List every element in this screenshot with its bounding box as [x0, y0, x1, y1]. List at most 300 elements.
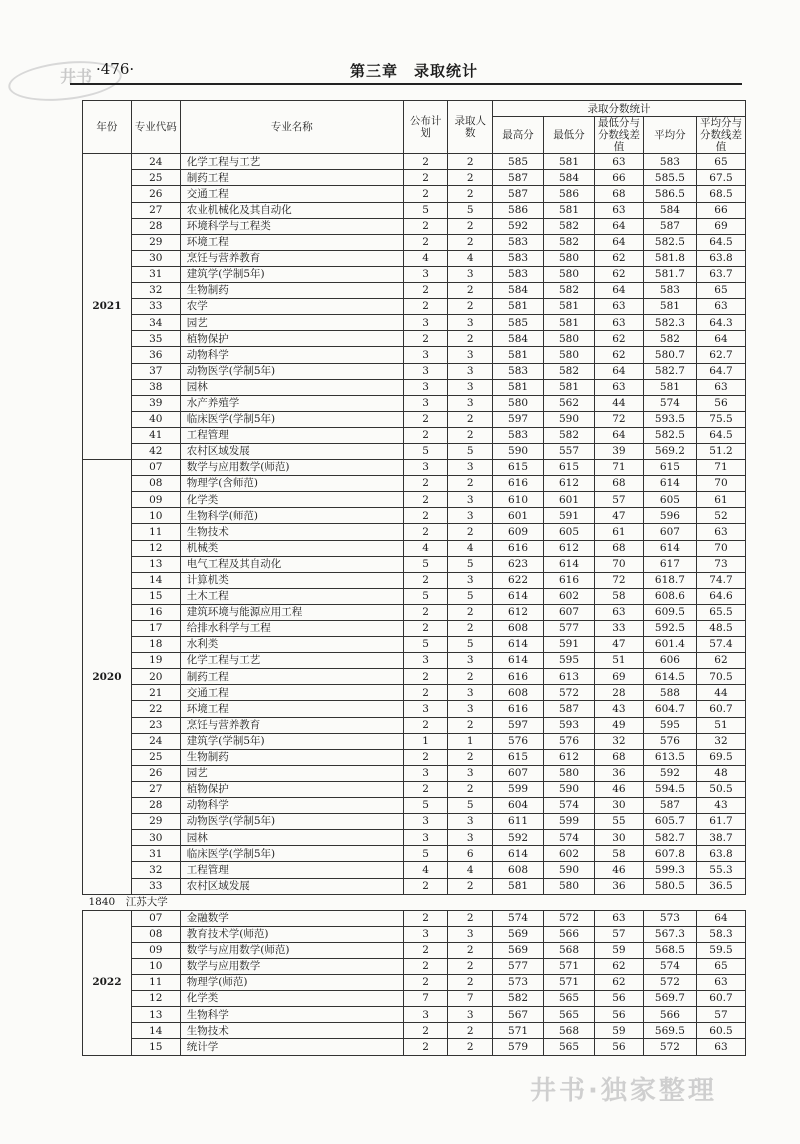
university-row — [83, 894, 746, 910]
plan-cell: 3 — [403, 315, 448, 331]
table-row — [83, 975, 746, 991]
admitted-cell: 3 — [448, 508, 493, 524]
major-name-cell: 烹饪与营养教育 — [180, 250, 403, 266]
plan-cell: 2 — [403, 958, 448, 974]
avg-diff-cell: 64.6 — [696, 588, 745, 604]
min-score-cell: 615 — [544, 460, 595, 476]
min-score-cell: 587 — [544, 701, 595, 717]
max-score-cell: 614 — [493, 653, 544, 669]
max-score-cell: 586 — [493, 202, 544, 218]
major-code-cell: 31 — [131, 846, 180, 862]
col-header-year: 年份 — [83, 101, 132, 154]
avg-diff-cell: 70.5 — [696, 669, 745, 685]
plan-cell: 5 — [403, 798, 448, 814]
admitted-cell: 3 — [448, 363, 493, 379]
avg-score-cell: 581 — [643, 379, 696, 395]
avg-score-cell: 588 — [643, 685, 696, 701]
major-code-cell: 32 — [131, 862, 180, 878]
col-header-major-code: 专业代码 — [131, 101, 180, 154]
avg-score-cell: 583 — [643, 154, 696, 170]
min-diff-cell: 63 — [595, 202, 644, 218]
max-score-cell: 584 — [493, 331, 544, 347]
min-score-cell: 557 — [544, 443, 595, 459]
min-score-cell: 580 — [544, 266, 595, 282]
major-code-cell: 27 — [131, 202, 180, 218]
major-code-cell: 29 — [131, 814, 180, 830]
major-code-cell: 26 — [131, 765, 180, 781]
table-row — [83, 186, 746, 202]
major-code-cell: 35 — [131, 331, 180, 347]
admitted-cell: 2 — [448, 234, 493, 250]
plan-cell: 2 — [403, 234, 448, 250]
plan-cell: 1 — [403, 733, 448, 749]
table-row — [83, 154, 746, 170]
admitted-cell: 3 — [448, 315, 493, 331]
admitted-cell: 2 — [448, 958, 493, 974]
major-name-cell: 制药工程 — [180, 170, 403, 186]
major-name-cell: 工程管理 — [180, 862, 403, 878]
min-diff-cell: 68 — [595, 540, 644, 556]
major-name-cell: 生物科学 — [180, 1007, 403, 1023]
avg-diff-cell: 64.5 — [696, 234, 745, 250]
admitted-cell: 2 — [448, 476, 493, 492]
min-score-cell: 590 — [544, 862, 595, 878]
min-score-cell: 612 — [544, 476, 595, 492]
min-score-cell: 584 — [544, 170, 595, 186]
min-score-cell: 565 — [544, 991, 595, 1007]
min-diff-cell: 36 — [595, 765, 644, 781]
major-code-cell: 21 — [131, 685, 180, 701]
col-header-max: 最高分 — [493, 117, 544, 154]
min-score-cell: 580 — [544, 250, 595, 266]
min-score-cell: 577 — [544, 621, 595, 637]
plan-cell: 5 — [403, 556, 448, 572]
major-name-cell: 生物制药 — [180, 749, 403, 765]
min-diff-cell: 30 — [595, 830, 644, 846]
plan-cell: 2 — [403, 717, 448, 733]
min-diff-cell: 56 — [595, 991, 644, 1007]
table-row — [83, 234, 746, 250]
min-diff-cell: 62 — [595, 250, 644, 266]
avg-diff-cell: 63 — [696, 1039, 745, 1055]
year-cell: 2020 — [83, 460, 132, 895]
table-row — [83, 266, 746, 282]
brand-text: 井书 — [60, 67, 93, 86]
min-diff-cell: 28 — [595, 685, 644, 701]
major-code-cell: 25 — [131, 749, 180, 765]
major-name-cell: 交通工程 — [180, 685, 403, 701]
min-diff-cell: 56 — [595, 1007, 644, 1023]
table-row — [83, 669, 746, 685]
major-code-cell: 07 — [131, 910, 180, 926]
avg-diff-cell: 61 — [696, 492, 745, 508]
major-code-cell: 37 — [131, 363, 180, 379]
max-score-cell: 616 — [493, 669, 544, 685]
admitted-cell: 2 — [448, 299, 493, 315]
min-diff-cell: 63 — [595, 604, 644, 620]
avg-score-cell: 592.5 — [643, 621, 696, 637]
major-name-cell: 环境工程 — [180, 701, 403, 717]
min-diff-cell: 69 — [595, 669, 644, 685]
plan-cell: 5 — [403, 637, 448, 653]
avg-score-cell: 618.7 — [643, 572, 696, 588]
admitted-cell: 2 — [448, 524, 493, 540]
max-score-cell: 614 — [493, 588, 544, 604]
max-score-cell: 614 — [493, 846, 544, 862]
plan-cell: 2 — [403, 669, 448, 685]
avg-diff-cell: 63 — [696, 524, 745, 540]
major-code-cell: 19 — [131, 653, 180, 669]
min-score-cell: 599 — [544, 814, 595, 830]
min-diff-cell: 63 — [595, 315, 644, 331]
avg-score-cell: 581.7 — [643, 266, 696, 282]
min-score-cell: 612 — [544, 540, 595, 556]
avg-diff-cell: 71 — [696, 460, 745, 476]
avg-diff-cell: 63.8 — [696, 846, 745, 862]
admitted-cell: 5 — [448, 556, 493, 572]
min-score-cell: 586 — [544, 186, 595, 202]
avg-score-cell: 615 — [643, 460, 696, 476]
major-name-cell: 化学类 — [180, 991, 403, 1007]
avg-score-cell: 573 — [643, 910, 696, 926]
admitted-cell: 2 — [448, 170, 493, 186]
min-diff-cell: 61 — [595, 524, 644, 540]
avg-diff-cell: 36.5 — [696, 878, 745, 894]
table-row — [83, 170, 746, 186]
min-score-cell: 562 — [544, 395, 595, 411]
admitted-cell: 2 — [448, 669, 493, 685]
min-diff-cell: 59 — [595, 942, 644, 958]
plan-cell: 5 — [403, 846, 448, 862]
min-score-cell: 582 — [544, 218, 595, 234]
avg-diff-cell: 44 — [696, 685, 745, 701]
major-name-cell: 建筑学(学制5年) — [180, 733, 403, 749]
min-diff-cell: 63 — [595, 910, 644, 926]
min-diff-cell: 32 — [595, 733, 644, 749]
max-score-cell: 597 — [493, 411, 544, 427]
table-body — [83, 154, 746, 1055]
plan-cell: 2 — [403, 299, 448, 315]
avg-diff-cell: 51 — [696, 717, 745, 733]
major-name-cell: 生物科学(师范) — [180, 508, 403, 524]
major-code-cell: 22 — [131, 701, 180, 717]
major-name-cell: 园林 — [180, 830, 403, 846]
major-code-cell: 24 — [131, 733, 180, 749]
min-diff-cell: 33 — [595, 621, 644, 637]
avg-diff-cell: 66 — [696, 202, 745, 218]
plan-cell: 5 — [403, 443, 448, 459]
avg-score-cell: 574 — [643, 395, 696, 411]
admitted-cell: 3 — [448, 572, 493, 588]
max-score-cell: 587 — [493, 170, 544, 186]
avg-diff-cell: 67.5 — [696, 170, 745, 186]
min-diff-cell: 36 — [595, 878, 644, 894]
plan-cell: 2 — [403, 942, 448, 958]
admitted-cell: 2 — [448, 1039, 493, 1055]
table-row — [83, 540, 746, 556]
min-diff-cell: 64 — [595, 234, 644, 250]
min-diff-cell: 72 — [595, 411, 644, 427]
major-name-cell: 临床医学(学制5年) — [180, 411, 403, 427]
avg-diff-cell: 69 — [696, 218, 745, 234]
major-name-cell: 水利类 — [180, 637, 403, 653]
avg-diff-cell: 65 — [696, 958, 745, 974]
footer-watermark: 井书·独家整理 — [530, 1076, 717, 1106]
admitted-cell: 2 — [448, 878, 493, 894]
avg-score-cell: 584 — [643, 202, 696, 218]
table-row — [83, 347, 746, 363]
min-diff-cell: 56 — [595, 1039, 644, 1055]
plan-cell: 3 — [403, 926, 448, 942]
avg-diff-cell: 64 — [696, 331, 745, 347]
max-score-cell: 610 — [493, 492, 544, 508]
col-header-major-name: 专业名称 — [180, 101, 403, 154]
avg-diff-cell: 52 — [696, 508, 745, 524]
max-score-cell: 581 — [493, 878, 544, 894]
major-code-cell: 15 — [131, 1039, 180, 1055]
min-score-cell: 581 — [544, 154, 595, 170]
table-row — [83, 556, 746, 572]
max-score-cell: 616 — [493, 540, 544, 556]
min-score-cell: 590 — [544, 411, 595, 427]
avg-score-cell: 607 — [643, 524, 696, 540]
admitted-cell: 5 — [448, 202, 493, 218]
avg-score-cell: 580.5 — [643, 878, 696, 894]
max-score-cell: 608 — [493, 862, 544, 878]
min-diff-cell: 68 — [595, 749, 644, 765]
admitted-cell: 2 — [448, 154, 493, 170]
avg-score-cell: 587 — [643, 798, 696, 814]
major-name-cell: 农村区域发展 — [180, 443, 403, 459]
avg-score-cell: 581.8 — [643, 250, 696, 266]
major-name-cell: 环境科学与工程类 — [180, 218, 403, 234]
admitted-cell: 3 — [448, 395, 493, 411]
avg-score-cell: 609.5 — [643, 604, 696, 620]
major-name-cell: 电气工程及其自动化 — [180, 556, 403, 572]
min-score-cell: 565 — [544, 1007, 595, 1023]
table-row — [83, 604, 746, 620]
major-code-cell: 14 — [131, 1023, 180, 1039]
min-score-cell: 582 — [544, 283, 595, 299]
min-score-cell: 574 — [544, 798, 595, 814]
table-row — [83, 878, 746, 894]
avg-score-cell: 582.3 — [643, 315, 696, 331]
table-row — [83, 830, 746, 846]
plan-cell: 2 — [403, 218, 448, 234]
university-name: 1840 江苏大学 — [83, 894, 746, 910]
max-score-cell: 608 — [493, 685, 544, 701]
avg-diff-cell: 61.7 — [696, 814, 745, 830]
plan-cell: 2 — [403, 186, 448, 202]
min-score-cell: 591 — [544, 637, 595, 653]
min-score-cell: 571 — [544, 975, 595, 991]
plan-cell: 2 — [403, 154, 448, 170]
major-name-cell: 化学工程与工艺 — [180, 154, 403, 170]
major-name-cell: 生物制药 — [180, 283, 403, 299]
avg-score-cell: 581 — [643, 299, 696, 315]
table-row — [83, 524, 746, 540]
avg-diff-cell: 64 — [696, 910, 745, 926]
max-score-cell: 574 — [493, 910, 544, 926]
min-diff-cell: 70 — [595, 556, 644, 572]
max-score-cell: 587 — [493, 186, 544, 202]
min-score-cell: 580 — [544, 878, 595, 894]
min-diff-cell: 63 — [595, 379, 644, 395]
major-code-cell: 42 — [131, 443, 180, 459]
max-score-cell: 611 — [493, 814, 544, 830]
admitted-cell: 2 — [448, 411, 493, 427]
avg-score-cell: 574 — [643, 958, 696, 974]
plan-cell: 3 — [403, 395, 448, 411]
admitted-cell: 4 — [448, 250, 493, 266]
min-diff-cell: 66 — [595, 170, 644, 186]
avg-diff-cell: 70 — [696, 540, 745, 556]
plan-cell: 3 — [403, 653, 448, 669]
max-score-cell: 592 — [493, 830, 544, 846]
admitted-cell: 4 — [448, 540, 493, 556]
avg-score-cell: 585.5 — [643, 170, 696, 186]
plan-cell: 3 — [403, 830, 448, 846]
major-name-cell: 动物医学(学制5年) — [180, 363, 403, 379]
major-code-cell: 40 — [131, 411, 180, 427]
plan-cell: 2 — [403, 283, 448, 299]
avg-diff-cell: 65 — [696, 283, 745, 299]
avg-score-cell: 582.5 — [643, 427, 696, 443]
min-diff-cell: 51 — [595, 653, 644, 669]
admitted-cell: 5 — [448, 588, 493, 604]
table-row — [83, 749, 746, 765]
major-code-cell: 39 — [131, 395, 180, 411]
min-score-cell: 580 — [544, 347, 595, 363]
plan-cell: 3 — [403, 363, 448, 379]
avg-score-cell: 582.7 — [643, 363, 696, 379]
major-name-cell: 给排水科学与工程 — [180, 621, 403, 637]
major-code-cell: 31 — [131, 266, 180, 282]
max-score-cell: 569 — [493, 942, 544, 958]
admitted-cell: 2 — [448, 975, 493, 991]
table-row — [83, 443, 746, 459]
major-name-cell: 机械类 — [180, 540, 403, 556]
table-row — [83, 765, 746, 781]
major-name-cell: 园艺 — [180, 765, 403, 781]
plan-cell: 2 — [403, 572, 448, 588]
avg-diff-cell: 51.2 — [696, 443, 745, 459]
major-name-cell: 化学类 — [180, 492, 403, 508]
table-row — [83, 1039, 746, 1055]
avg-score-cell: 587 — [643, 218, 696, 234]
min-score-cell: 566 — [544, 926, 595, 942]
admitted-cell: 5 — [448, 443, 493, 459]
min-score-cell: 572 — [544, 910, 595, 926]
table-row — [83, 379, 746, 395]
avg-score-cell: 595 — [643, 717, 696, 733]
avg-diff-cell: 65 — [696, 154, 745, 170]
avg-diff-cell: 62.7 — [696, 347, 745, 363]
plan-cell: 2 — [403, 411, 448, 427]
min-score-cell: 602 — [544, 846, 595, 862]
admitted-cell: 3 — [448, 653, 493, 669]
min-diff-cell: 71 — [595, 460, 644, 476]
avg-diff-cell: 57 — [696, 1007, 745, 1023]
max-score-cell: 583 — [493, 266, 544, 282]
min-score-cell: 616 — [544, 572, 595, 588]
plan-cell: 5 — [403, 202, 448, 218]
major-code-cell: 08 — [131, 926, 180, 942]
plan-cell: 2 — [403, 781, 448, 797]
min-score-cell: 572 — [544, 685, 595, 701]
min-score-cell: 582 — [544, 363, 595, 379]
major-code-cell: 17 — [131, 621, 180, 637]
col-header-avg-diff: 平均分与分数线差值 — [696, 117, 745, 154]
plan-cell: 2 — [403, 508, 448, 524]
avg-score-cell: 569.5 — [643, 1023, 696, 1039]
major-name-cell: 化学工程与工艺 — [180, 653, 403, 669]
min-score-cell: 580 — [544, 331, 595, 347]
min-score-cell: 568 — [544, 1023, 595, 1039]
plan-cell: 4 — [403, 540, 448, 556]
table-row — [83, 411, 746, 427]
table-row — [83, 202, 746, 218]
table-row — [83, 315, 746, 331]
major-name-cell: 数学与应用数学(师范) — [180, 460, 403, 476]
avg-diff-cell: 68.5 — [696, 186, 745, 202]
plan-cell: 2 — [403, 492, 448, 508]
avg-diff-cell: 63 — [696, 379, 745, 395]
avg-diff-cell: 63 — [696, 975, 745, 991]
avg-score-cell: 605 — [643, 492, 696, 508]
major-code-cell: 38 — [131, 379, 180, 395]
plan-cell: 2 — [403, 685, 448, 701]
admitted-cell: 2 — [448, 749, 493, 765]
max-score-cell: 616 — [493, 701, 544, 717]
avg-diff-cell: 48.5 — [696, 621, 745, 637]
major-code-cell: 11 — [131, 524, 180, 540]
major-name-cell: 金融数学 — [180, 910, 403, 926]
plan-cell: 7 — [403, 991, 448, 1007]
min-diff-cell: 63 — [595, 154, 644, 170]
avg-score-cell: 596 — [643, 508, 696, 524]
max-score-cell: 577 — [493, 958, 544, 974]
major-code-cell: 25 — [131, 170, 180, 186]
admitted-cell: 7 — [448, 991, 493, 1007]
major-code-cell: 12 — [131, 991, 180, 1007]
table-row — [83, 395, 746, 411]
major-name-cell: 园艺 — [180, 315, 403, 331]
max-score-cell: 581 — [493, 347, 544, 363]
plan-cell: 4 — [403, 250, 448, 266]
major-code-cell: 34 — [131, 315, 180, 331]
max-score-cell: 623 — [493, 556, 544, 572]
plan-cell: 2 — [403, 604, 448, 620]
min-diff-cell: 47 — [595, 508, 644, 524]
major-name-cell: 交通工程 — [180, 186, 403, 202]
year-cell: 2022 — [83, 910, 132, 1055]
page-header — [0, 0, 800, 100]
max-score-cell: 581 — [493, 299, 544, 315]
min-diff-cell: 64 — [595, 427, 644, 443]
plan-cell: 3 — [403, 379, 448, 395]
min-score-cell: 582 — [544, 234, 595, 250]
admitted-cell: 3 — [448, 460, 493, 476]
major-name-cell: 数学与应用数学(师范) — [180, 942, 403, 958]
avg-diff-cell: 48 — [696, 765, 745, 781]
major-name-cell: 水产养殖学 — [180, 395, 403, 411]
table-header-row — [83, 101, 746, 117]
admitted-cell: 6 — [448, 846, 493, 862]
max-score-cell: 583 — [493, 427, 544, 443]
min-diff-cell: 46 — [595, 862, 644, 878]
avg-diff-cell: 63.7 — [696, 266, 745, 282]
